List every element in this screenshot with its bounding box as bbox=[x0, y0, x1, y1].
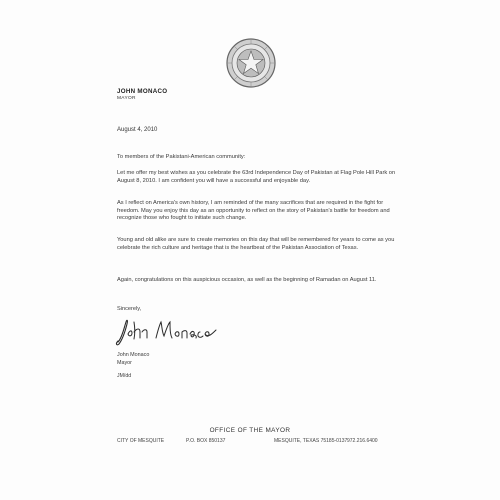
city-seal-icon bbox=[226, 38, 276, 88]
footer-po-box: P.O. BOX 850137 bbox=[186, 438, 226, 444]
footer-phone: 972.216.6400 bbox=[347, 438, 378, 444]
paragraph-4: Again, congratulations on this auspicious occasion, as well as the beginning of Ramadan on August 11. bbox=[117, 277, 377, 283]
paragraph-2: As I reflect on America's own history, I am reminded of the many sacrifices that are required in the fight for freedom. May you enjoy this day as an opportunity to reflect on the story of Pakistan's battle for freedom and recognize those who fought to initiate such change. bbox=[117, 200, 390, 222]
paragraph-1: Let me offer my best wishes as you celebrate the 63rd Independence Day of Pakistan at Flag Pole Hill Park on August 8, 2010. I am confident you will have a successful and enjoyable day. bbox=[117, 170, 396, 184]
closing: Sincerely, bbox=[117, 306, 142, 312]
footer-city: CITY OF MESQUITE bbox=[117, 438, 165, 444]
mayor-name-header: JOHN MONACO bbox=[117, 88, 168, 95]
footer-address: MESQUITE, TEXAS 75185-0137 bbox=[274, 438, 348, 444]
handwritten-signature bbox=[112, 314, 224, 348]
signer-name: John Monaco bbox=[117, 352, 150, 358]
footer-office-title: OFFICE OF THE MAYOR bbox=[209, 427, 291, 434]
mayor-title-header: MAYOR bbox=[117, 96, 136, 101]
salutation: To members of the Pakistani-American community: bbox=[117, 154, 246, 160]
signer-title: Mayor bbox=[117, 360, 132, 366]
letter-date: August 4, 2010 bbox=[117, 127, 158, 133]
typist-initials: JM/dd bbox=[117, 373, 132, 379]
paragraph-3: Young and old alike are sure to create memories on this day that will be remembered for years to come as you celebrate the rich culture and heritage that is the heartbeat of the Pakistan Association of Texas. bbox=[117, 237, 395, 251]
